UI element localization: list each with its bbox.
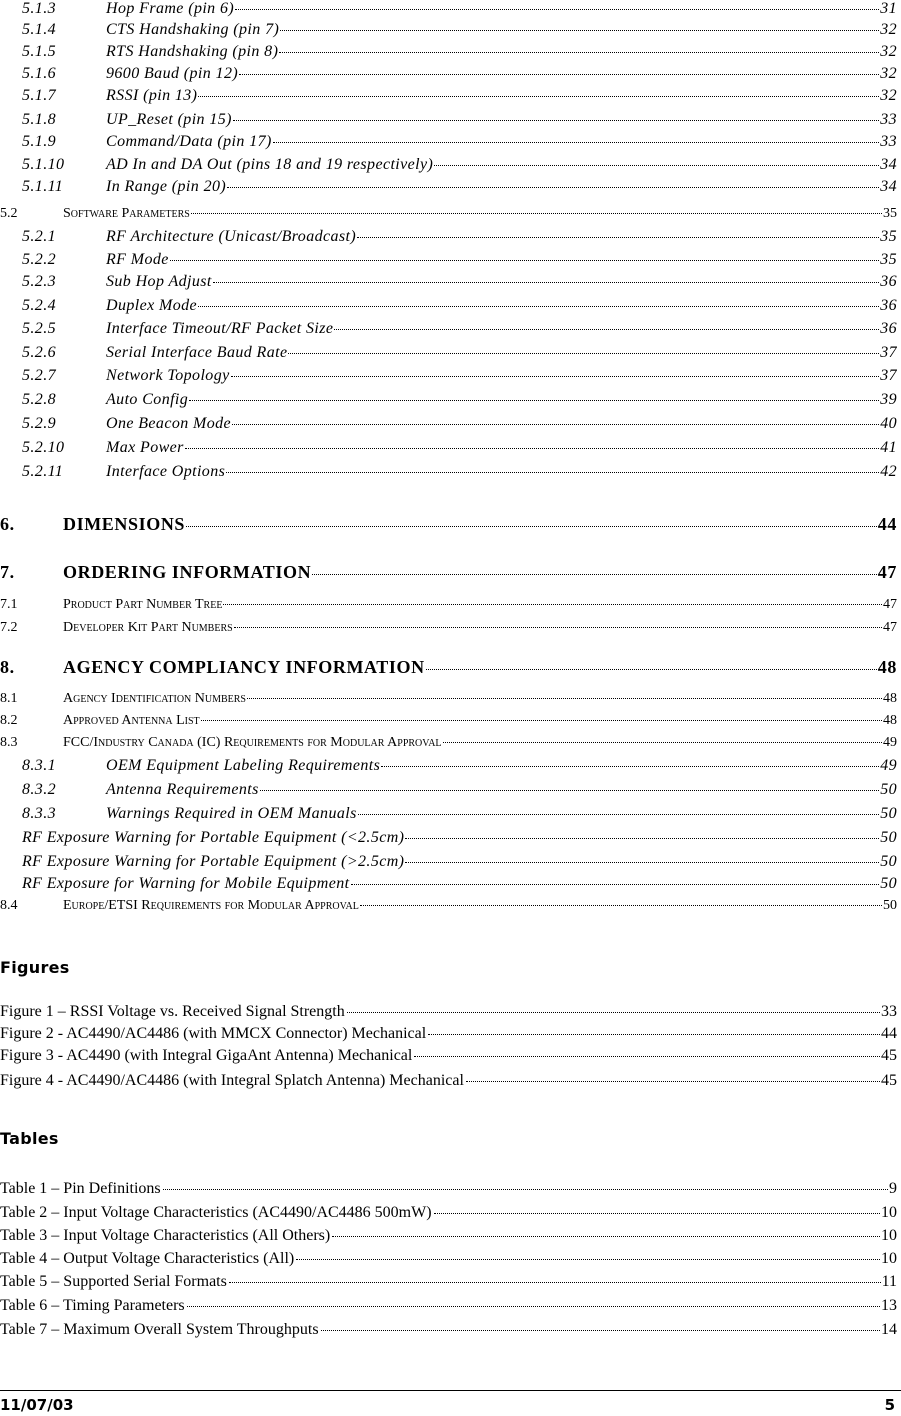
- figure-entry[interactable]: [0, 1072, 897, 1090]
- entry-title: Table 2 – Input Voltage Characteristics (AC4490/AC4486 500mW): [0, 1204, 432, 1221]
- toc-entry[interactable]: [0, 713, 897, 729]
- entry-title: OEM Equipment Labeling Requirements: [106, 757, 381, 774]
- dot-leader: [198, 306, 879, 307]
- entry-number: 5.2: [0, 206, 18, 221]
- toc-entry[interactable]: [0, 367, 897, 385]
- toc-entry[interactable]: [0, 43, 897, 61]
- entry-page-number: 48: [883, 713, 897, 728]
- toc-entry[interactable]: [0, 297, 897, 315]
- entry-page-number: 33: [880, 133, 897, 150]
- entry-number: 8.2: [0, 713, 18, 728]
- entry-page-number: 48: [877, 657, 897, 677]
- dot-leader: [189, 400, 879, 401]
- entry-page-number: 33: [881, 1003, 897, 1020]
- entry-page-number: 35: [880, 228, 897, 245]
- entry-title: CTS Handshaking (pin 7): [106, 21, 280, 38]
- entry-title: Developer Kit Part Numbers: [63, 620, 233, 635]
- dot-leader: [273, 142, 879, 143]
- entry-number: 8.1: [0, 691, 18, 706]
- toc-chapter-entry[interactable]: [0, 514, 897, 535]
- entry-page-number: 36: [880, 297, 897, 314]
- entry-page-number: 50: [880, 805, 897, 822]
- entry-title: RF Exposure for Warning for Mobile Equipment: [22, 875, 350, 892]
- entry-page-number: 35: [883, 206, 897, 221]
- entry-title: Figure 3 - AC4490 (with Integral GigaAnt Antenna) Mechanical: [0, 1047, 413, 1064]
- dot-leader: [428, 1034, 880, 1035]
- entry-number: 5.2.11: [22, 463, 64, 480]
- entry-title: 9600 Baud (pin 12): [106, 65, 239, 82]
- entry-title: Table 6 – Timing Parameters: [0, 1297, 185, 1314]
- dot-leader: [443, 742, 882, 743]
- dot-leader: [434, 165, 879, 166]
- entry-title: FCC/Industry Canada (IC) Requirements for Modular Approval: [63, 735, 442, 750]
- footer-date: 11/07/03: [0, 1396, 74, 1414]
- dot-leader: [312, 574, 877, 575]
- figure-entry[interactable]: [0, 1003, 897, 1021]
- toc-entry[interactable]: [0, 156, 897, 174]
- entry-title: Max Power: [106, 439, 184, 456]
- toc-entry[interactable]: [0, 439, 897, 457]
- entry-title: RF Architecture (Unicast/Broadcast): [106, 228, 357, 245]
- entry-page-number: 33: [880, 111, 897, 128]
- toc-entry[interactable]: [0, 228, 897, 246]
- toc-entry[interactable]: [0, 735, 897, 751]
- toc-entry[interactable]: [0, 178, 897, 196]
- dot-leader: [279, 52, 879, 53]
- entry-page-number: 49: [880, 757, 897, 774]
- toc-entry[interactable]: [0, 0, 897, 18]
- toc-entry[interactable]: [22, 853, 897, 871]
- dot-leader: [223, 604, 882, 605]
- dot-leader: [296, 1259, 880, 1260]
- entry-number: 5.1.11: [22, 178, 64, 195]
- dot-leader: [201, 720, 882, 721]
- entry-page-number: 50: [880, 853, 897, 870]
- entry-title: Product Part Number Tree: [63, 597, 223, 612]
- entry-number: 8.4: [0, 898, 18, 913]
- entry-title: Table 7 – Maximum Overall System Throughputs: [0, 1321, 319, 1338]
- dot-leader: [426, 669, 877, 670]
- entry-number: 5.1.7: [22, 87, 56, 104]
- entry-title: Figure 1 – RSSI Voltage vs. Received Signal Strength: [0, 1003, 345, 1020]
- entry-number: 5.2.8: [22, 391, 56, 408]
- entry-title: Duplex Mode: [106, 297, 198, 314]
- entry-number: 5.1.3: [22, 0, 56, 17]
- entry-page-number: 10: [881, 1227, 897, 1244]
- entry-title: Serial Interface Baud Rate: [106, 344, 288, 361]
- dot-leader: [360, 905, 882, 906]
- toc-entry[interactable]: [22, 875, 897, 893]
- entry-title: Agency Identification Numbers: [63, 691, 246, 706]
- entry-number: 7.2: [0, 620, 18, 635]
- dot-leader: [332, 1236, 880, 1237]
- dot-leader: [357, 237, 879, 238]
- dot-leader: [358, 814, 879, 815]
- entry-number: 5.2.3: [22, 273, 56, 290]
- entry-page-number: 35: [880, 251, 897, 268]
- entry-page-number: 41: [880, 439, 897, 456]
- figure-entry[interactable]: [0, 1047, 897, 1065]
- entry-page-number: 32: [880, 65, 897, 82]
- entry-title: DIMENSIONS: [63, 514, 186, 534]
- entry-page-number: 40: [880, 415, 897, 432]
- entry-title: Interface Options: [106, 463, 226, 480]
- tables-heading: Tables: [0, 1129, 59, 1148]
- entry-page-number: 34: [880, 178, 897, 195]
- dot-leader: [321, 1330, 880, 1331]
- figure-entry[interactable]: [0, 1025, 897, 1043]
- entry-page-number: 48: [883, 691, 897, 706]
- entry-number: 8.3.3: [22, 805, 56, 822]
- entry-number: 5.2.4: [22, 297, 56, 314]
- entry-number: 5.2.2: [22, 251, 56, 268]
- dot-leader: [185, 448, 879, 449]
- entry-title: ORDERING INFORMATION: [63, 562, 312, 582]
- table-entry[interactable]: [0, 1204, 897, 1222]
- toc-entry[interactable]: [0, 251, 897, 269]
- entry-page-number: 50: [880, 875, 897, 892]
- entry-title: Table 3 – Input Voltage Characteristics (All Others): [0, 1227, 331, 1244]
- entry-number: 5.2.5: [22, 320, 56, 337]
- entry-title: UP_Reset (pin 15): [106, 111, 232, 128]
- entry-page-number: 37: [880, 367, 897, 384]
- dot-leader: [466, 1081, 880, 1082]
- toc-entry[interactable]: [0, 463, 897, 481]
- entry-title: Figure 4 - AC4490/AC4486 (with Integral Splatch Antenna) Mechanical: [0, 1072, 464, 1089]
- dot-leader: [414, 1056, 880, 1057]
- entry-title: Europe/ETSI Requirements for Modular Approval: [63, 898, 359, 913]
- entry-page-number: 31: [880, 0, 897, 17]
- entry-page-number: 47: [883, 597, 897, 612]
- table-entry[interactable]: [0, 1180, 897, 1198]
- toc-entry[interactable]: [0, 206, 897, 222]
- entry-title: In Range (pin 20): [106, 178, 227, 195]
- entry-title: Antenna Requirements: [106, 781, 259, 798]
- entry-number: 5.1.5: [22, 43, 56, 60]
- toc-entry[interactable]: [22, 829, 897, 847]
- entry-page-number: 49: [883, 735, 897, 750]
- entry-title: Sub Hop Adjust: [106, 273, 212, 290]
- entry-title: Hop Frame (pin 6): [106, 0, 235, 17]
- entry-title: Table 5 – Supported Serial Formats: [0, 1273, 227, 1290]
- entry-page-number: 9: [889, 1180, 897, 1197]
- table-entry[interactable]: [0, 1321, 897, 1339]
- entry-number: 5.1.10: [22, 156, 65, 173]
- dot-leader: [226, 472, 879, 473]
- entry-number: 5.1.6: [22, 65, 56, 82]
- dot-leader: [239, 74, 879, 75]
- dot-leader: [187, 1306, 880, 1307]
- entry-title: Table 4 – Output Voltage Characteristics (All): [0, 1250, 295, 1267]
- toc-entry[interactable]: [0, 87, 897, 105]
- entry-title: Software Parameters: [63, 206, 190, 221]
- entry-page-number: 36: [880, 273, 897, 290]
- entry-page-number: 42: [880, 463, 897, 480]
- entry-title: RF Exposure Warning for Portable Equipment (<2.5cm): [22, 829, 405, 846]
- entry-number: 8.3: [0, 735, 18, 750]
- entry-number: 8.3.1: [22, 757, 56, 774]
- entry-title: RF Mode: [106, 251, 169, 268]
- dot-leader: [235, 9, 879, 10]
- dot-leader: [231, 376, 880, 377]
- entry-title: AD In and DA Out (pins 18 and 19 respectively): [106, 156, 434, 173]
- dot-leader: [405, 862, 879, 863]
- toc-entry[interactable]: [0, 691, 897, 707]
- dot-leader: [170, 260, 879, 261]
- dot-leader: [198, 96, 879, 97]
- entry-number: 5.2.1: [22, 228, 56, 245]
- toc-entry[interactable]: [0, 273, 897, 291]
- footer-divider: [0, 1390, 901, 1391]
- toc-chapter-entry[interactable]: [0, 562, 897, 583]
- table-entry[interactable]: [0, 1250, 897, 1268]
- toc-entry[interactable]: [0, 111, 897, 129]
- entry-title: Auto Config: [106, 391, 189, 408]
- toc-entry[interactable]: [0, 781, 897, 799]
- toc-entry[interactable]: [0, 21, 897, 39]
- toc-entry[interactable]: [0, 805, 897, 823]
- entry-page-number: 39: [880, 391, 897, 408]
- dot-leader: [213, 282, 879, 283]
- dot-leader: [232, 424, 879, 425]
- dot-leader: [260, 790, 879, 791]
- entry-title: Network Topology: [106, 367, 230, 384]
- toc-entry[interactable]: [0, 133, 897, 151]
- dot-leader: [288, 353, 879, 354]
- entry-title: One Beacon Mode: [106, 415, 232, 432]
- dot-leader: [381, 766, 879, 767]
- entry-number: 5.2.7: [22, 367, 56, 384]
- figures-heading: Figures: [0, 958, 70, 977]
- entry-page-number: 37: [880, 344, 897, 361]
- dot-leader: [347, 1012, 880, 1013]
- entry-page-number: 50: [880, 829, 897, 846]
- dot-leader: [229, 1282, 881, 1283]
- entry-page-number: 47: [883, 620, 897, 635]
- entry-page-number: 36: [880, 320, 897, 337]
- entry-number: 7.1: [0, 597, 18, 612]
- entry-title: Figure 2 - AC4490/AC4486 (with MMCX Connector) Mechanical: [0, 1025, 427, 1042]
- entry-number: 5.2.10: [22, 439, 65, 456]
- entry-title: Warnings Required in OEM Manuals: [106, 805, 357, 822]
- entry-title: AGENCY COMPLIANCY INFORMATION: [63, 657, 425, 677]
- entry-page-number: 45: [881, 1047, 897, 1064]
- toc-entry[interactable]: [0, 415, 897, 433]
- dot-leader: [247, 698, 882, 699]
- toc-entry[interactable]: [0, 320, 897, 338]
- entry-title: RSSI (pin 13): [106, 87, 198, 104]
- entry-page-number: 50: [883, 898, 897, 913]
- entry-title: RF Exposure Warning for Portable Equipment (>2.5cm): [22, 853, 405, 870]
- toc-chapter-entry[interactable]: [0, 657, 897, 678]
- entry-page-number: 50: [880, 781, 897, 798]
- entry-page-number: 32: [880, 43, 897, 60]
- toc-entry[interactable]: [0, 65, 897, 83]
- entry-page-number: 13: [881, 1297, 897, 1314]
- entry-number: 5.2.6: [22, 344, 56, 361]
- entry-number: 8.: [0, 657, 15, 677]
- entry-number: 5.2.9: [22, 415, 56, 432]
- entry-page-number: 32: [880, 87, 897, 104]
- entry-title: Interface Timeout/RF Packet Size: [106, 320, 334, 337]
- entry-page-number: 34: [880, 156, 897, 173]
- footer-page-number: 5: [884, 1396, 895, 1414]
- toc-entry[interactable]: [0, 344, 897, 362]
- dot-leader: [163, 1189, 888, 1190]
- entry-page-number: 44: [877, 514, 897, 534]
- entry-page-number: 14: [881, 1321, 897, 1338]
- dot-leader: [334, 329, 879, 330]
- entry-title: Table 1 – Pin Definitions: [0, 1180, 161, 1197]
- entry-number: 6.: [0, 514, 15, 534]
- entry-page-number: 10: [881, 1250, 897, 1267]
- entry-title: Command/Data (pin 17): [106, 133, 272, 150]
- dot-leader: [434, 1213, 880, 1214]
- entry-number: 5.1.4: [22, 21, 56, 38]
- toc-entry[interactable]: [0, 597, 897, 613]
- table-entry[interactable]: [0, 1227, 897, 1245]
- dot-leader: [280, 30, 879, 31]
- entry-page-number: 11: [881, 1273, 897, 1290]
- toc-entry[interactable]: [0, 757, 897, 775]
- toc-entry[interactable]: [0, 898, 897, 914]
- entry-page-number: 10: [881, 1204, 897, 1221]
- dot-leader: [191, 213, 882, 214]
- entry-number: 5.1.8: [22, 111, 56, 128]
- entry-title: Approved Antenna List: [63, 713, 200, 728]
- entry-page-number: 45: [881, 1072, 897, 1089]
- entry-number: 7.: [0, 562, 15, 582]
- toc-entry[interactable]: [0, 620, 897, 636]
- entry-page-number: 47: [877, 562, 897, 582]
- table-entry[interactable]: [0, 1297, 897, 1315]
- entry-page-number: 44: [881, 1025, 897, 1042]
- dot-leader: [351, 884, 880, 885]
- entry-number: 8.3.2: [22, 781, 56, 798]
- dot-leader: [405, 838, 879, 839]
- dot-leader: [234, 627, 882, 628]
- dot-leader: [227, 187, 879, 188]
- dot-leader: [233, 120, 879, 121]
- table-entry[interactable]: [0, 1273, 897, 1291]
- entry-page-number: 32: [880, 21, 897, 38]
- entry-title: RTS Handshaking (pin 8): [106, 43, 279, 60]
- dot-leader: [186, 526, 877, 527]
- toc-entry[interactable]: [0, 391, 897, 409]
- entry-number: 5.1.9: [22, 133, 56, 150]
